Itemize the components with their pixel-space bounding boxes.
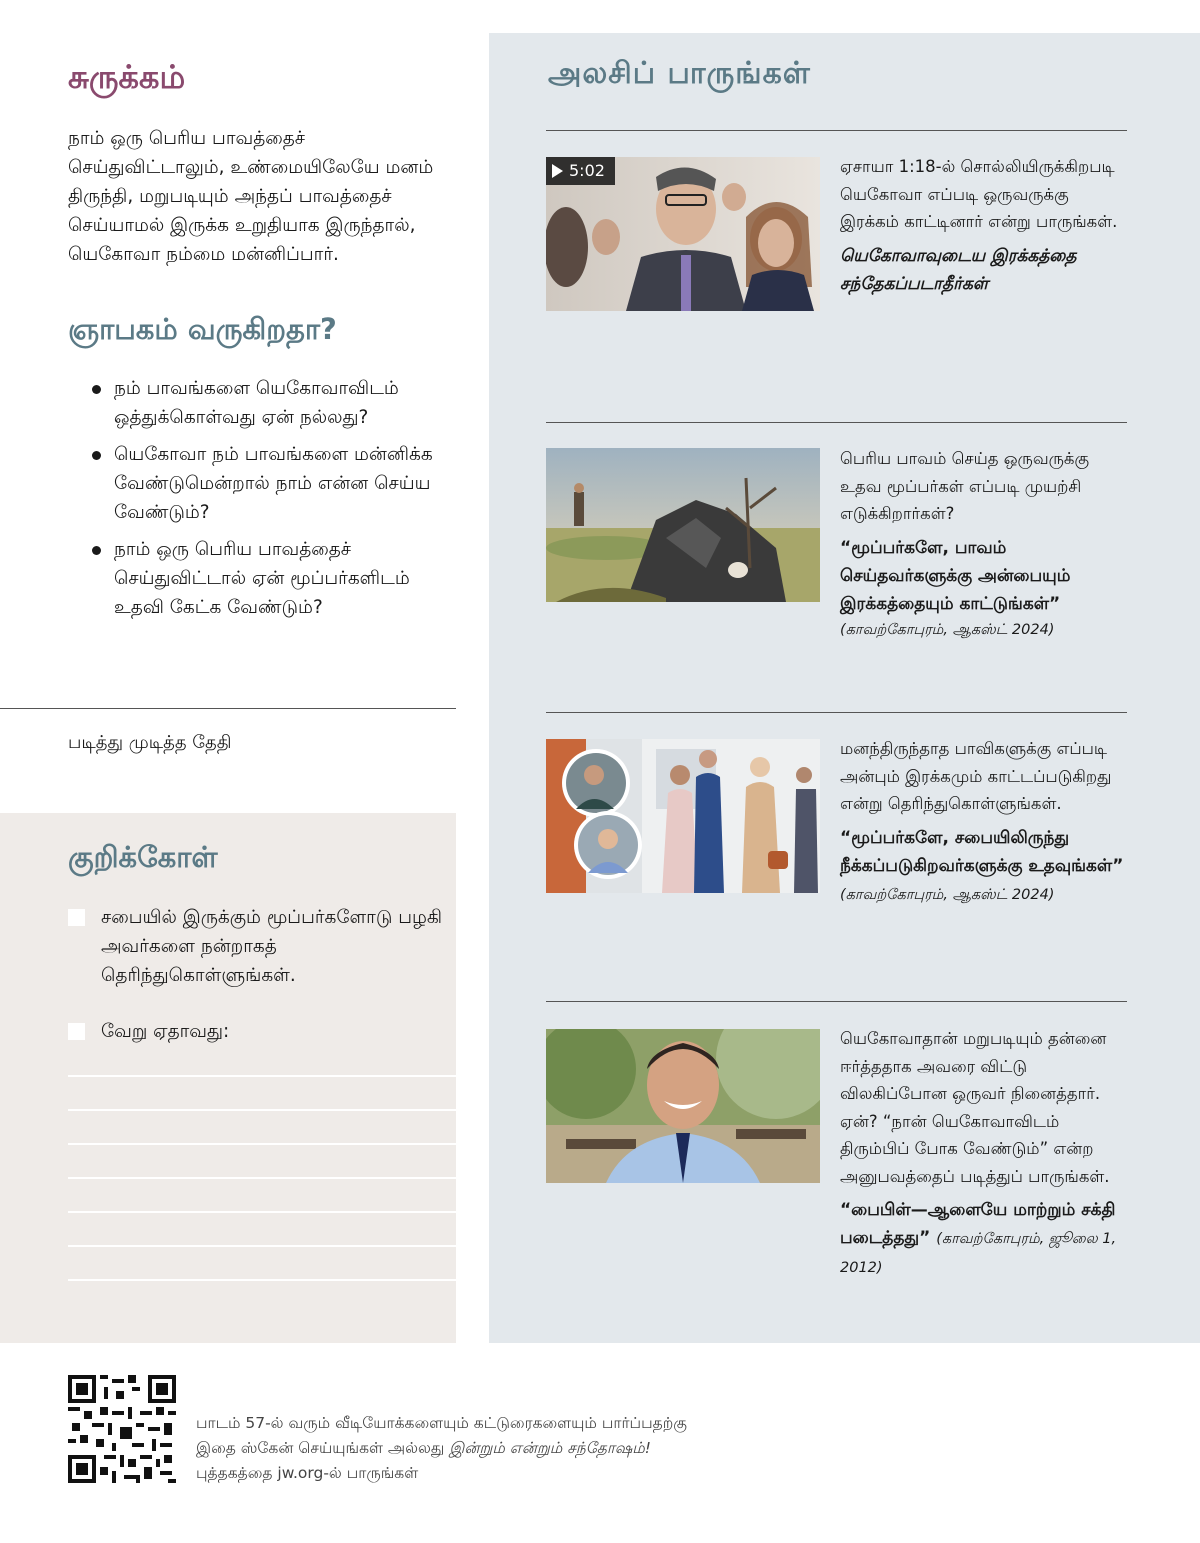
write-line[interactable] <box>68 1109 456 1111</box>
entry-link[interactable]: யெகோவாவுடைய இரக்கத்தை சந்தேகப்படாதீர்கள் <box>840 245 1077 294</box>
completion-date-label: படித்து முடித்த தேதி <box>68 732 232 753</box>
video-duration: 5:02 <box>569 161 605 180</box>
smiling-man-image <box>546 1029 820 1183</box>
article-thumbnail[interactable] <box>546 1029 820 1183</box>
entry-description: யெகோவாதான் மறுபடியும் தன்னை ஈர்த்ததாக அவரை விட்டு விலகிப்போன ஒருவர் நினைத்தார். ஏன்? “நான் யெகோவாவிடம் திரும்பிப் போக வேண்டும்” என்ற அனுபவத்தைப் படித்துப் பாருங்கள். <box>840 1029 1110 1186</box>
shepherd-painting-image <box>546 448 820 602</box>
write-line[interactable] <box>68 1279 456 1281</box>
footer-text-a: பாடம் 57-ல் வரும் வீடியோக்களையும் கட்டுரைகளையும் பார்ப்பதற்கு இதை ஸ்கேன் செய்யுங்கள் அல்லது <box>196 1414 687 1457</box>
section-divider <box>0 708 456 709</box>
entry-link[interactable] <box>840 534 1130 618</box>
play-icon <box>552 164 563 178</box>
section-divider <box>546 712 1127 713</box>
video-thumbnail[interactable] <box>546 157 820 311</box>
goal-item-other[interactable] <box>68 1017 448 1046</box>
video-duration-badge[interactable] <box>546 157 615 185</box>
goal-item-elders[interactable] <box>68 903 448 990</box>
elders-greeting-image <box>546 739 820 893</box>
write-line[interactable] <box>68 1143 456 1145</box>
write-line[interactable] <box>68 1245 456 1247</box>
goal-panel <box>0 813 456 1343</box>
entry-link[interactable] <box>840 824 1130 909</box>
footer-text-b: புத்தகத்தை jw.org-ல் பாருங்கள் <box>196 1464 419 1482</box>
recall-list <box>92 374 454 630</box>
explore-entry <box>840 735 1130 909</box>
section-divider <box>546 1001 1127 1002</box>
section-divider <box>546 130 1127 131</box>
entry-source <box>840 618 1130 642</box>
entry-link-title[interactable]: “பைபிள்—ஆளையே மாற்றும் சக்தி படைத்தது” <box>840 1200 1116 1248</box>
entry-link-title[interactable]: “மூப்பர்களே, பாவம் செய்தவர்களுக்கு அன்பையும் இரக்கத்தையும் காட்டுங்கள்” <box>840 537 1071 614</box>
footer-note <box>196 1411 716 1486</box>
qr-code[interactable] <box>68 1375 176 1483</box>
recall-item: யெகோவா நம் பாவங்களை மன்னிக்க வேண்டுமென்றால் நாம் என்ன செய்ய வேண்டும்? <box>92 440 454 527</box>
book-title[interactable]: இன்றும் என்றும் சந்தோஷம்! <box>449 1439 651 1457</box>
recall-heading: ஞாபகம் வருகிறதா? <box>68 312 337 346</box>
entry-link-title[interactable]: “மூப்பர்களே, சபையிலிருந்து நீக்கப்படுகிறவர்களுக்கு உதவுங்கள்” <box>840 827 1124 876</box>
entry-description: ஏசாயா 1:18-ல் சொல்லியிருக்கிறபடி யெகோவா எப்படி ஒருவருக்கு இரக்கம் காட்டினார் என்று பாருங்கள். <box>840 157 1118 231</box>
summary-heading: சுருக்கம் <box>68 58 186 96</box>
goal-item-label: வேறு ஏதாவது: <box>101 1021 230 1042</box>
article-thumbnail[interactable] <box>546 739 820 893</box>
explore-entry <box>840 445 1130 642</box>
recall-item: நாம் ஒரு பெரிய பாவத்தைச் செய்துவிட்டால் ஏன் மூப்பர்களிடம் உதவி கேட்க வேண்டும்? <box>92 535 454 622</box>
goal-heading: குறிக்கோள் <box>68 840 218 874</box>
recall-item: நம் பாவங்களை யெகோவாவிடம் ஒத்துக்கொள்வது ஏன் நல்லது? <box>92 374 454 432</box>
article-thumbnail[interactable] <box>546 448 820 602</box>
entry-link[interactable] <box>840 1196 1130 1282</box>
explore-entry <box>840 1025 1130 1282</box>
entry-description: மனந்திருந்தாத பாவிகளுக்கு எப்படி அன்பும் இரக்கமும் காட்டப்படுகிறது என்று தெரிந்துகொள்ளுங்கள். <box>840 739 1112 813</box>
explore-entry <box>840 153 1130 298</box>
section-divider <box>546 422 1127 423</box>
write-line[interactable] <box>68 1075 456 1077</box>
write-line[interactable] <box>68 1211 456 1213</box>
source-label: (காவற்கோபுரம், ஆகஸ்ட் 2024) <box>840 621 1055 638</box>
goal-checkbox[interactable] <box>68 1023 85 1040</box>
entry-description: பெரிய பாவம் செய்த ஒருவருக்கு உதவ மூப்பர்கள் எப்படி முயற்சி எடுக்கிறார்கள்? <box>840 449 1090 523</box>
entry-source: (காவற்கோபுரம், ஜூலை 1, 2012) <box>840 1231 1117 1276</box>
entry-source: (காவற்கோபுரம், ஆகஸ்ட் 2024) <box>840 886 1055 903</box>
write-line[interactable] <box>68 1177 456 1179</box>
goal-checkbox[interactable] <box>68 909 85 926</box>
goal-item-label: சபையில் இருக்கும் மூப்பர்களோடு பழகி அவர்களை நன்றாகத் தெரிந்துகொள்ளுங்கள். <box>101 907 443 986</box>
explore-heading: அலசிப் பாருங்கள் <box>548 56 811 91</box>
summary-text: நாம் ஒரு பெரிய பாவத்தைச் செய்துவிட்டாலும், உண்மையிலேயே மனம் திருந்தி, மறுபடியும் அந்தப் பாவத்தைச் செய்யாமல் இருக்க உறுதியாக இருந்தால், யெகோவா நம்மை மன்னிப்பார். <box>68 128 434 265</box>
